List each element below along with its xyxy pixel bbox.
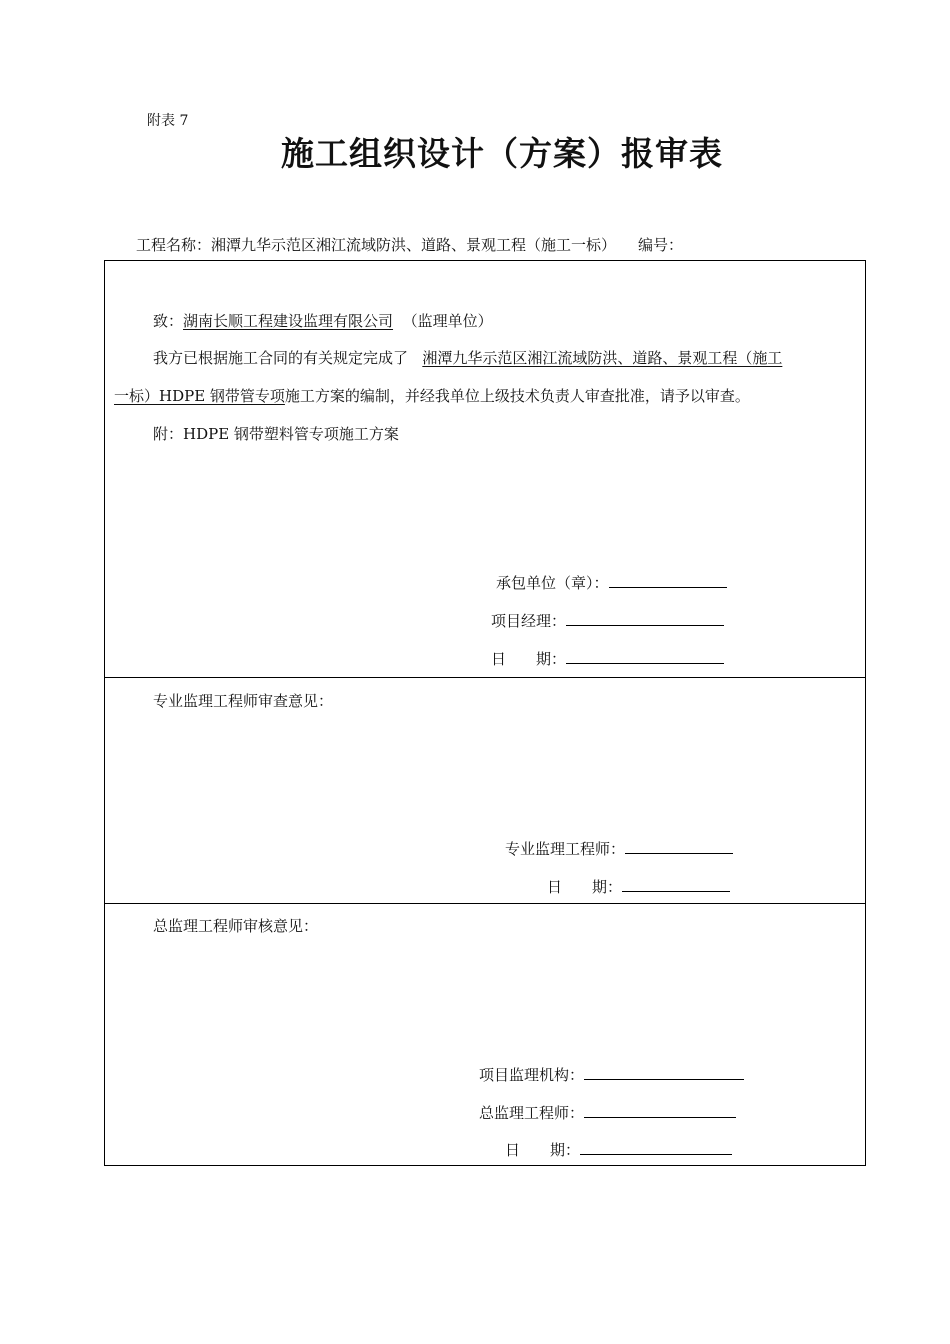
manager-signature-row	[491, 610, 724, 631]
paragraph-end: 施工方案的编制，并经我单位上级技术负责人审查批准，请予以审查。	[284, 387, 750, 405]
addressee-suffix: （监理单位）	[402, 312, 493, 330]
manager-label: 项目经理：	[491, 612, 567, 630]
chief-label: 总监理工程师：	[479, 1104, 585, 1122]
manager-signature-field[interactable]	[566, 611, 724, 626]
date-label-3: 日 期：	[505, 1141, 581, 1159]
engineer-signature-row	[505, 838, 733, 859]
contractor-label: 承包单位（章）：	[496, 574, 609, 592]
page-title: 施工组织设计（方案）报审表	[281, 134, 723, 173]
project-underlined-2: 一标）HDPE 钢带管专项	[114, 387, 285, 405]
engineer-review-section	[104, 677, 866, 904]
paragraph-line-2	[114, 385, 750, 406]
date-label-1: 日 期：	[491, 650, 567, 668]
paragraph-start: 我方已根据施工合同的有关规定完成了	[153, 349, 409, 367]
project-label: 工程名称：	[136, 236, 212, 254]
chief-signature-field[interactable]	[584, 1103, 736, 1118]
annex-label: 附表 7	[147, 113, 189, 129]
chief-signature-row	[479, 1102, 736, 1123]
date-field-3[interactable]	[580, 1140, 732, 1155]
engineer-label: 专业监理工程师：	[505, 840, 626, 858]
contractor-signature-field[interactable]	[609, 573, 727, 588]
date-row-3	[505, 1139, 732, 1160]
engineer-review-heading: 专业监理工程师审查意见：	[153, 692, 334, 710]
project-underlined-1: 湘潭九华示范区湘江流域防洪、道路、景观工程（施工	[422, 349, 783, 367]
contractor-signature-row	[496, 572, 727, 593]
submission-section	[104, 260, 866, 678]
engineer-signature-field[interactable]	[625, 839, 733, 854]
addressee-line	[153, 310, 493, 331]
date-field-2[interactable]	[622, 877, 730, 892]
chief-review-heading: 总监理工程师审核意见：	[153, 917, 319, 935]
paragraph-line-1	[153, 347, 782, 368]
date-row-1	[491, 648, 724, 669]
attachment-line: 附：HDPE 钢带塑料管专项施工方案	[153, 425, 399, 443]
date-row-2	[547, 876, 730, 897]
addressee-prefix: 致：	[153, 312, 184, 330]
org-signature-field[interactable]	[584, 1065, 744, 1080]
date-label-2: 日 期：	[547, 878, 623, 896]
number-label: 编号：	[638, 236, 684, 254]
chief-review-section	[104, 903, 866, 1166]
org-label: 项目监理机构：	[479, 1066, 585, 1084]
project-name: 湘潭九华示范区湘江流域防洪、道路、景观工程（施工一标）	[211, 236, 617, 254]
project-line	[136, 234, 683, 255]
supervisor-company: 湖南长顺工程建设监理有限公司	[183, 312, 394, 330]
org-signature-row	[479, 1064, 744, 1085]
date-field-1[interactable]	[566, 649, 724, 664]
